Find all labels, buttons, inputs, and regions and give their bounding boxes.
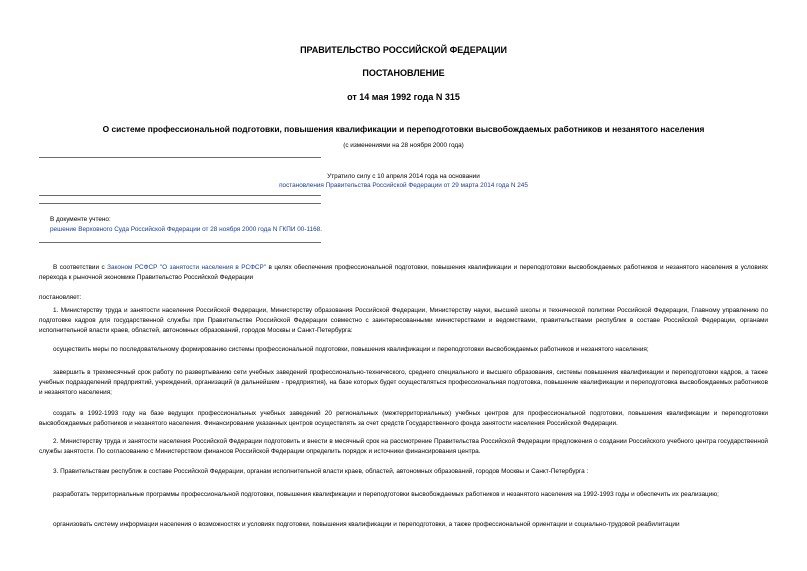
document-type-heading: ПОСТАНОВЛЕНИЕ	[362, 68, 445, 78]
paragraph-1a: осуществить меры по последовательному формированию системы профессиональной подготовки, повышения квалификации и переподготовки высвобождаемых работников и незанятого населения;	[53, 346, 649, 353]
considered-label: В документе учтено:	[50, 216, 111, 223]
employment-law-link[interactable]: Законом РСФСР "О занятости населения в РСФСР"	[107, 264, 267, 271]
repeal-link[interactable]: постановления Правительства Российской Федерации от 29 марта 2014 года N 245	[279, 182, 528, 189]
paragraph-2: 2. Министерству труда и занятости населения Российской Федерации подготовить и внести в месячный срок на рассмотрение Правительства Российской Федерации предложения о создании Российского учебного центра государственной службы занятости. По согласованию с Министерством финансов Российской Федерации определить порядок и источники финансирования центра.	[39, 438, 768, 455]
divider	[39, 195, 321, 196]
government-heading: ПРАВИТЕЛЬСТВО РОССИЙСКОЙ ФЕДЕРАЦИИ	[300, 45, 507, 55]
intro-text-start: В соответствии с	[53, 264, 108, 271]
paragraph-3a: разработать территориальные программы профессиональной подготовки, повышения квалификации и переподготовки высвобождаемых работников и незанятого населения на 1992-1993 годы и обеспечить их реализацию;	[53, 491, 719, 498]
paragraph-1b: завершить в трехмесячный срок работу по развертыванию сети учебных заведений профессионально-технического, среднего специального и высшего образования, системы повышения квалификации и переподготовки кадров, а также учебных подразделений предприятий, учреждений, организаций (в дальнейшем - предприятия), на базе которых будет осуществляться профессиональная подготовка, повышение квалификации и переподготовка высвобождаемых работников и незанятого населения;	[39, 369, 768, 396]
intro-paragraph	[39, 263, 768, 283]
intro-text-end: в целях обеспечения профессиональной подготовки, повышения квалификации и переподготовки высвобождаемых работников и незанятого населения в условиях перехода к рыночной экономике Правительство Российской Федерации	[39, 264, 768, 281]
divider	[39, 242, 321, 243]
amendments-note: (с изменениями на 28 ноября 2000 года)	[343, 142, 464, 149]
paragraph-1: 1. Министерству труда и занятости населения Российской Федерации, Министерству образования Российской Федерации, Министерству науки, высшей школы и технической политики Российской Федерации, Главному управлению по подготовке кадров для государственной службы при Правительстве Российской Федерации совместно с заинтересованными министерствами и ведомствами, правительствами республик в составе Российской Федерации, органами исполнительной власти краев, областей, автономных образований, городов Москвы и Санкт-Петербурга:	[39, 307, 768, 334]
divider	[39, 203, 321, 204]
document-title: О системе профессиональной подготовки, повышения квалификации и переподготовки высвобождаемых работников и незанятого населения	[102, 124, 705, 134]
document-date-number: от 14 мая 1992 года N 315	[347, 92, 460, 102]
divider	[39, 157, 321, 158]
paragraph-3: 3. Правительствам республик в составе Российской Федерации, органам исполнительной власти краев, областей, автономных образований, городов Москвы и Санкт-Петербурга :	[53, 468, 589, 475]
considered-link[interactable]: решение Верховного Суда Российской Федерации от 28 ноября 2000 года N ГКПИ 00-1168.	[50, 226, 322, 233]
decrees-line: постановляет:	[39, 294, 82, 301]
paragraph-3b: организовать систему информации населения о возможностях и условиях подготовки, повышения квалификации и переподготовки, а также профессиональной ориентации и социально-трудовой реабилитации	[53, 521, 680, 528]
paragraph-1c: создать в 1992-1993 году на базе ведущих профессиональных учебных заведений 20 региональных (межтерриториальных) учебных центров для профессиональной подготовки, повышения квалификации и переподготовки высвобождаемых работников и незанятого населения. Финансирование указанных центров осуществлять за счет средств Государственного фонда занятости населения Российской Федерации.	[39, 410, 768, 427]
repeal-note: Утратило силу с 10 апреля 2014 года на основании	[327, 173, 480, 180]
